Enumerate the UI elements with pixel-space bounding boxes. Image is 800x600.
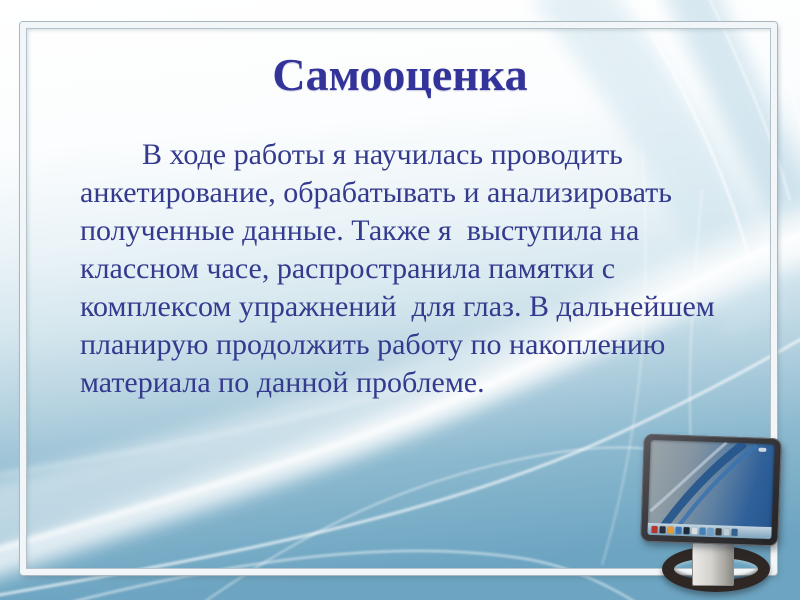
body-line: анкетирование, обрабатывать и анализировать: [80, 176, 672, 209]
dock-app-icon: [699, 527, 705, 534]
dock-app-icon: [707, 527, 713, 534]
body-line: полученные данные. Также я выступила на: [80, 214, 640, 247]
body-line: планирую продолжить работу по накоплению: [80, 328, 666, 361]
body-line: материала по данной проблеме.: [80, 366, 485, 399]
dock-app-icon: [683, 527, 689, 534]
body-line: классном часе, распространила памятки с: [80, 252, 616, 285]
slide-title: Самооценка: [272, 49, 528, 100]
computer-monitor-illustration: [636, 430, 792, 600]
dock-app-icon: [723, 528, 729, 535]
dock-app-icon: [691, 527, 697, 534]
dock-app-icon: [659, 526, 665, 533]
dock-app-icon: [651, 525, 657, 532]
monitor-desktop: [647, 440, 774, 539]
screen-logo-icon: [758, 448, 766, 452]
dock-app-icon: [675, 526, 681, 533]
slide-body-text: [80, 136, 740, 402]
monitor-screen: [640, 434, 782, 547]
dock-app-icon: [731, 528, 737, 535]
dock-app-icon: [715, 528, 721, 535]
body-line: комплексом упражнений для глаз. В дальнейшем: [80, 290, 715, 323]
body-line: В ходе работы я научилась проводить: [142, 138, 623, 171]
dock-app-icon: [667, 526, 673, 533]
